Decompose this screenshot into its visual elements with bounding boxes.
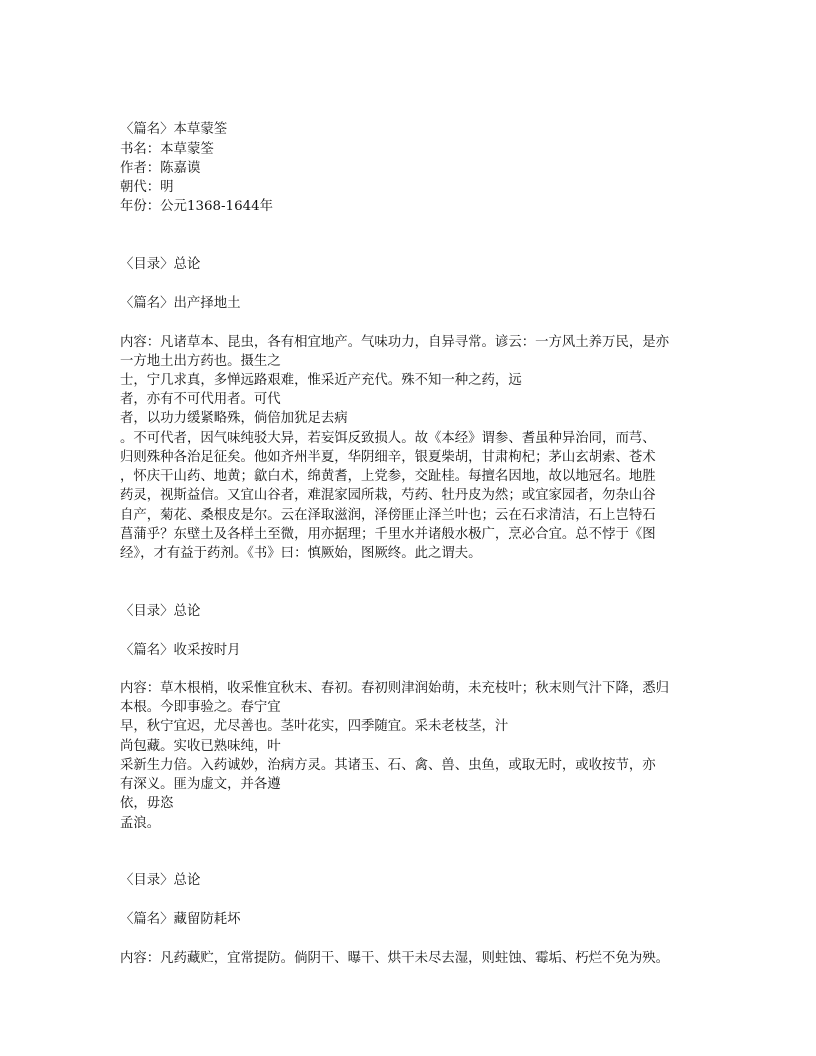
section1-line: 菖蒲乎？东壁土及各样土至微，用亦据理；千里水并诸般水极广，烹必合宜。总不悖于《图 — [120, 527, 656, 542]
section1-line: 一方地土出方药也。摄生之 — [120, 354, 281, 369]
section2-line: 依，毋恣 — [120, 796, 174, 811]
section3-title: 〈篇名〉藏留防耗坏 — [120, 912, 241, 927]
section2-line: 本根。今即事验之。春宁宜 — [120, 700, 281, 715]
section1-line: 归则殊种各治足征矣。他如齐州半夏，华阴细辛，银夏柴胡，甘肃枸杞；茅山玄胡索、苍术 — [120, 450, 656, 465]
section1-line: 士，宁几求真，多惮远路艰难，惟采近产充代。殊不知一种之药，远 — [120, 373, 522, 388]
section1-line: ，怀庆干山药、地黄；歙白术，绵黄耆，上党参，交趾桂。每擅名因地，故以地冠名。地胜 — [120, 469, 656, 484]
section1-line: 者，亦有不可代用者。可代 — [120, 392, 281, 407]
section1-title: 〈篇名〉出产择地土 — [120, 296, 241, 311]
section2-catalog: 〈目录〉总论 — [120, 604, 201, 619]
meta-title-line: 〈篇名〉本草蒙筌 — [120, 122, 228, 137]
section1-line: 自产，菊花、桑根皮是尔。云在泽取滋润，泽傍匪止泽兰叶也；云在石求清洁，石上岂特石 — [120, 508, 656, 523]
section1-line: 。不可代者，因气味纯驳大异，若妄饵反致损人。故《本经》谓参、耆虽种异治同，而芎、 — [120, 431, 656, 446]
section3-catalog: 〈目录〉总论 — [120, 873, 201, 888]
section2-title: 〈篇名〉收采按时月 — [120, 643, 241, 658]
section1-line: 内容：凡诸草本、昆虫，各有相宜地产。气味功力，自异寻常。谚云：一方风土养万民，是亦 — [120, 335, 670, 350]
section2-line: 内容：草木根梢，收采惟宜秋末、春初。春初则津润始萌，未充枝叶；秋末则气汁下降，悉归 — [120, 681, 670, 696]
section1-line: 药灵，视斯益信。又宜山谷者，难混家园所栽，芍药、牡丹皮为然；或宜家园者，勿杂山谷 — [120, 488, 656, 503]
section2-line: 尚包藏。实收已熟味纯，叶 — [120, 739, 281, 754]
section1-line: 经》，才有益于药剂。《书》曰：慎厥始，图厥终。此之谓夫。 — [120, 546, 482, 561]
section1-catalog: 〈目录〉总论 — [120, 257, 201, 272]
section3-line: 内容：凡药藏贮，宜常提防。倘阴干、曝干、烘干未尽去湿，则蛀蚀、霉垢、朽烂不免为殃。 — [120, 951, 670, 966]
meta-dynasty: 朝代：明 — [120, 180, 174, 195]
section2-line: 早，秋宁宜迟，尤尽善也。茎叶花实，四季随宜。采未老枝茎，汁 — [120, 719, 509, 734]
meta-year: 年份：公元1368-1644年 — [120, 199, 274, 214]
meta-author: 作者：陈嘉谟 — [120, 161, 201, 176]
section2-line: 孟浪。 — [120, 816, 161, 831]
section2-line: 有深义。匪为虚文，并各遵 — [120, 777, 281, 792]
section1-line: 者，以功力缓紧略殊，倘倍加犹足去病 — [120, 411, 348, 426]
section2-line: 采新生力倍。入药诚妙，治病方灵。其诸玉、石、禽、兽、虫鱼，或取无时，或收按节，亦 — [120, 758, 656, 773]
meta-book-name: 书名：本草蒙筌 — [120, 142, 214, 157]
